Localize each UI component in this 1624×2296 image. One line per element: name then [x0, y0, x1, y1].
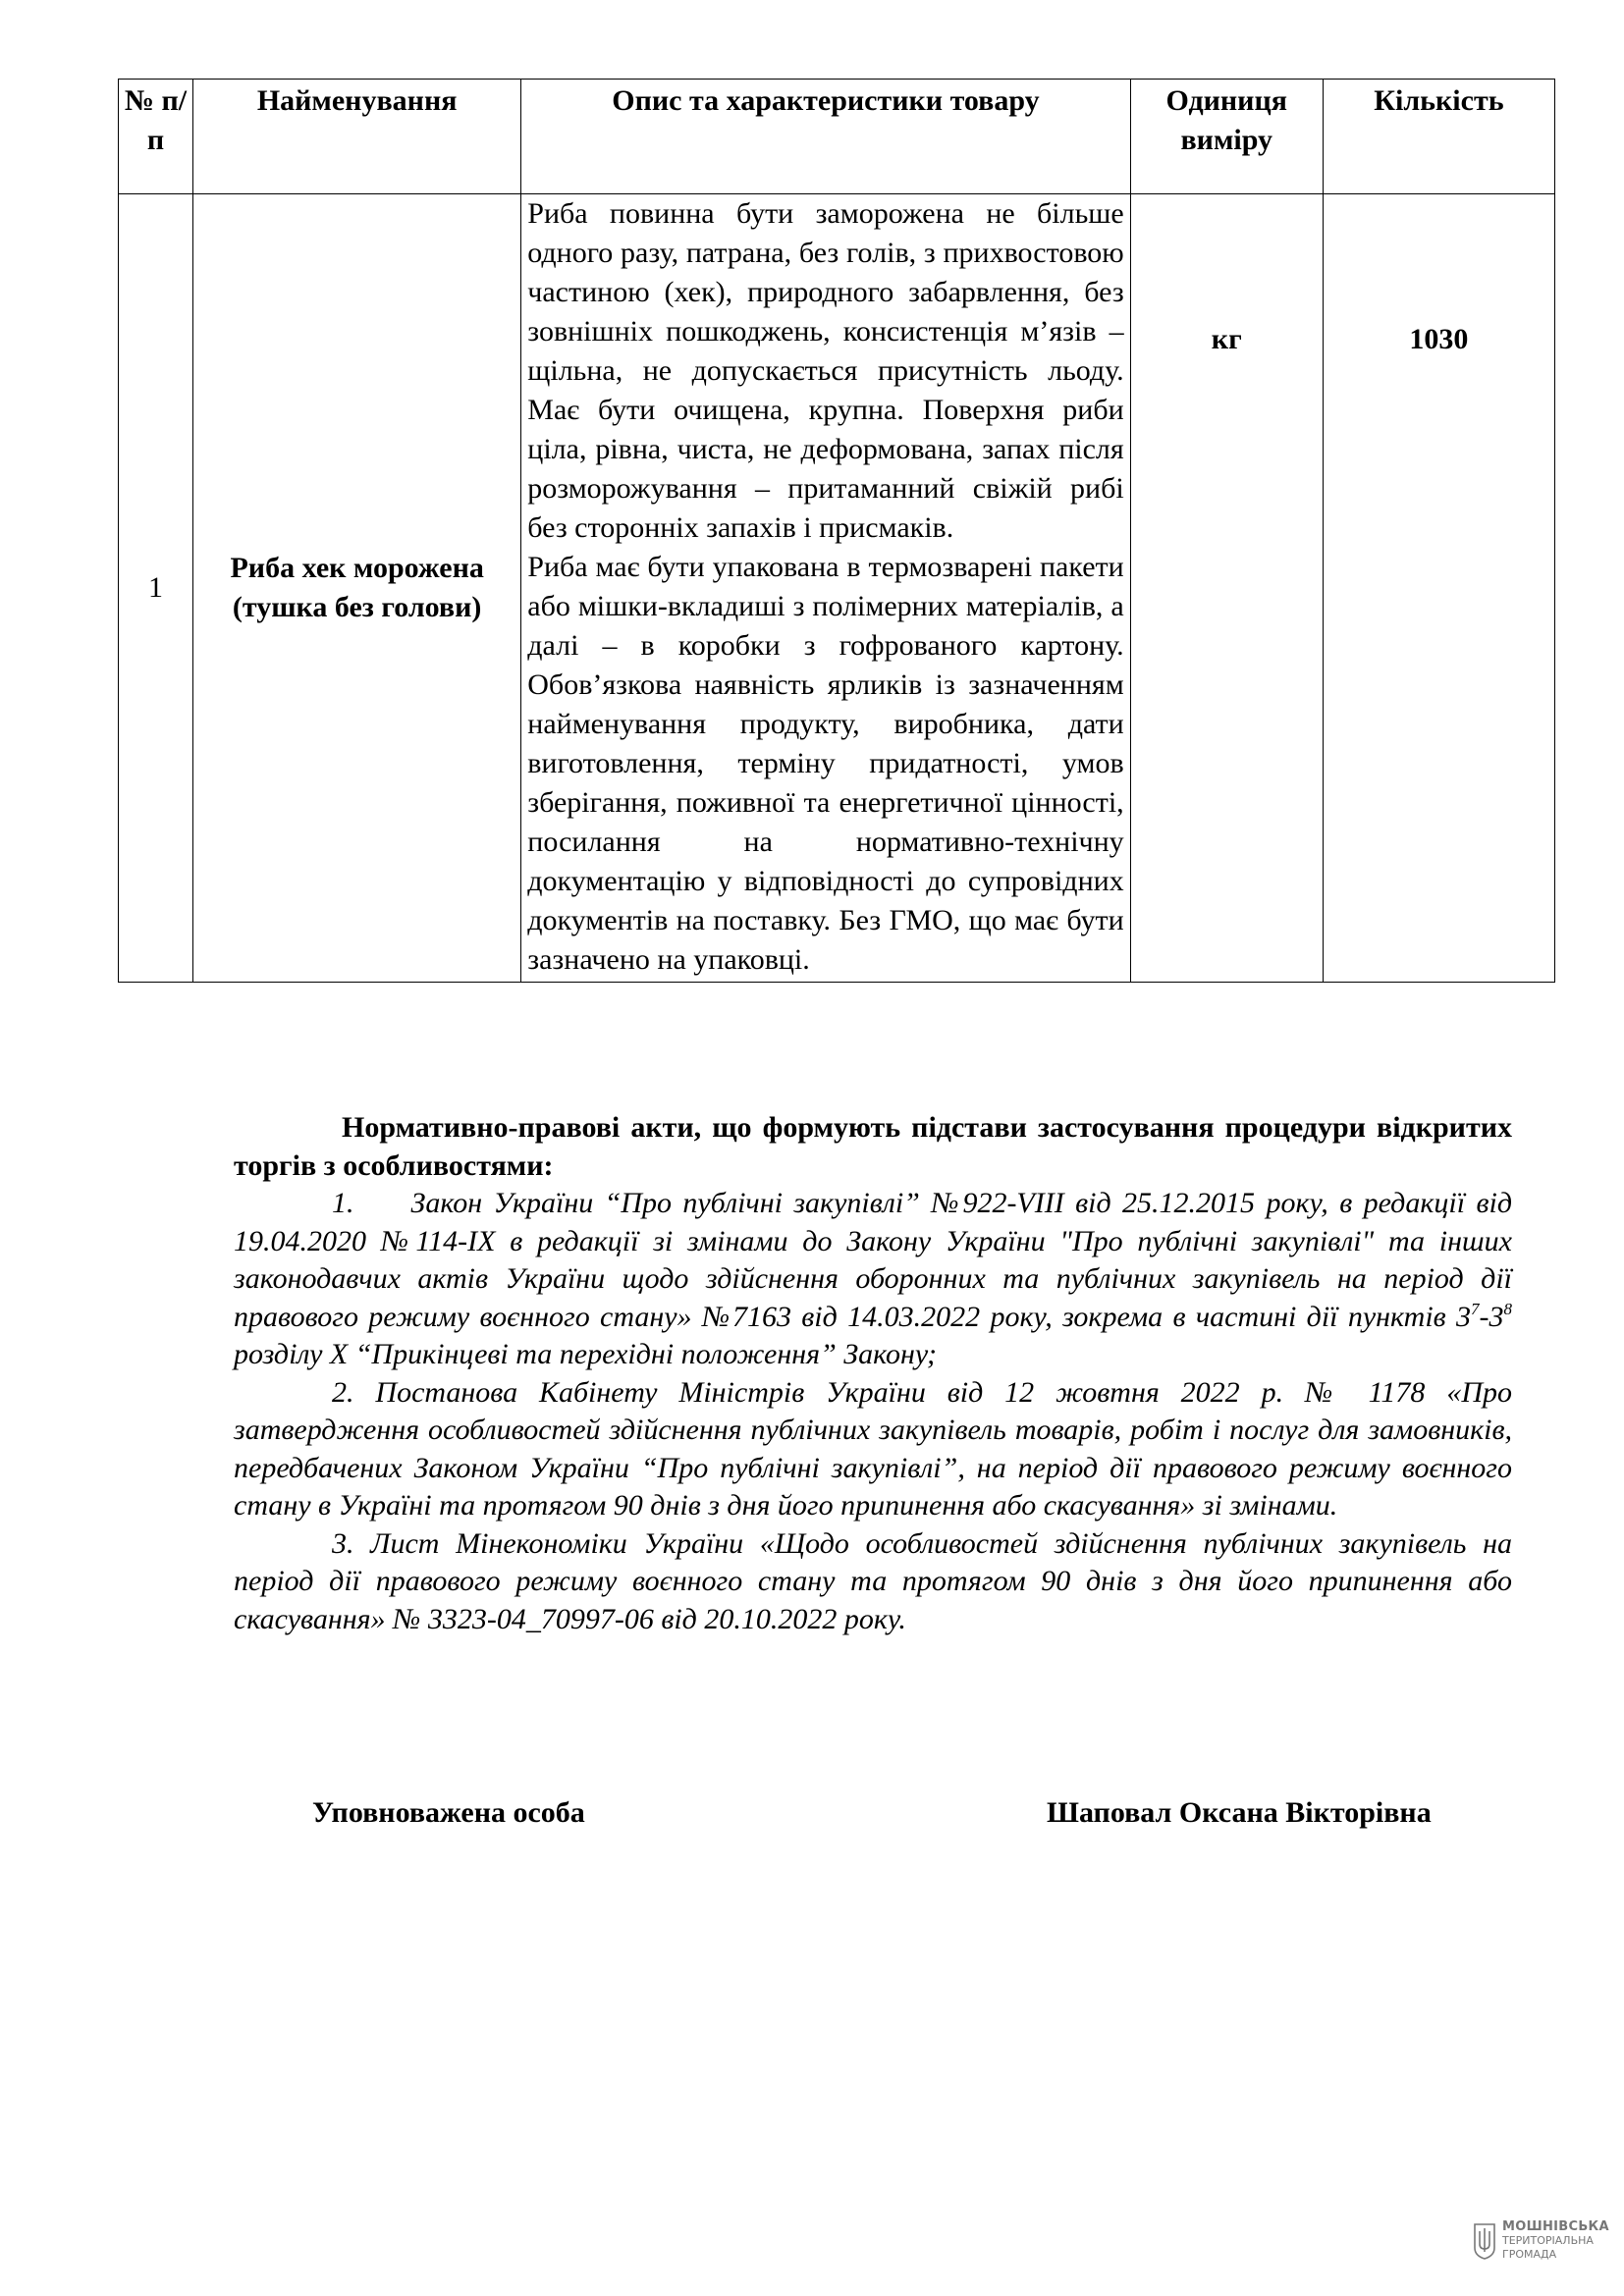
- product-spec-table: [118, 79, 1555, 983]
- legal-item-1-text: Закон України “Про публічні закупівлі” №922-VIII від 25.12.2015 року, в редакції від 19.04.2020 №114-IX в редакції зі змінами до Закону України "Про публічні закупівлі" та інших законодавчих актів України щодо здійснення оборонних та публічних закупівель на період дії правового режиму воєнного стану» №7163 від 14.03.2022 року, зокрема в частині дії пунктів 3: [234, 1187, 1512, 1333]
- description-paragraph: Риба повинна бути заморожена не більше одного разу, патрана, без голів, з прихвостовою частиною (хек), природного забарвлення, без зовнішніх пошкоджень, консистенція м’язів – щільна, не допускається присутність льоду. Має бути очищена, крупна. Поверхня риби ціла, рівна, чиста, не деформована, запах після розморожування – притаманний свіжій рибі без сторонніх запахів і присмаків.: [527, 197, 1124, 544]
- product-quantity: 1030: [1323, 194, 1554, 983]
- superscript-8: 8: [1503, 1299, 1512, 1318]
- legal-item-2: 2. Постанова Кабінету Міністрів України від 12 жовтня 2022 р. № 1178 «Про затвердження особливостей здійснення публічних закупівель товарів, робіт і послуг для замовників, передбачених Законом України “Про публічні закупівлі”, на період дії правового режиму воєнного стану в Україні та протягом 90 днів з дня його припинення або скасування» зі змінами.: [234, 1375, 1512, 1522]
- product-description: [521, 194, 1130, 983]
- watermark-line-1: МОШНІВСЬКА: [1502, 2219, 1609, 2234]
- watermark-line-2: ТЕРИТОРІАЛЬНА: [1502, 2234, 1594, 2247]
- header-unit: Одиниця виміру: [1130, 80, 1323, 194]
- legal-item-1-text-end: розділу X “Прикінцеві та перехідні положення” Закону;: [234, 1338, 938, 1370]
- superscript-7: 7: [1471, 1299, 1480, 1318]
- description-paragraph: Риба має бути упакована в термозварені пакети або мішки-вкладиші з полімерних матеріалів, а далі – в коробки з гофрованого картону. Обов’язкова наявність ярликів із зазначенням найменування продукту, виробника, дати виготовлення, терміну придатності, умов зберігання, поживної та енергетичної цінності, посилання на нормативно-технічну документацію у відповідності до супровідних документів на поставку. Без ГМО, що має бути зазначено на упаковці.: [527, 551, 1124, 976]
- header-number: № п/п: [119, 80, 193, 194]
- trident-emblem-icon: [1473, 2222, 1496, 2260]
- legal-item-1-number: 1.: [332, 1187, 354, 1219]
- legal-acts-section: [234, 1109, 1512, 1638]
- table-row: [119, 194, 1555, 983]
- watermark-text: [1502, 2220, 1609, 2262]
- legal-item-1-range: -3: [1479, 1300, 1504, 1333]
- header-name: Найменування: [193, 80, 521, 194]
- watermark-line-3: ГРОМАДА: [1502, 2248, 1557, 2261]
- table-header-row: [119, 80, 1555, 194]
- legal-item-1: [234, 1185, 1512, 1374]
- row-number: 1: [119, 194, 193, 983]
- legal-heading: Нормативно-правові акти, що формують підстави застосування процедури відкритих торгів з особливостями:: [234, 1111, 1512, 1182]
- product-name: Риба хек морожена (тушка без голови): [193, 194, 521, 983]
- legal-item-3: 3. Лист Мінекономіки України «Щодо особливостей здійснення публічних закупівель на період дії правового режиму воєнного стану та протягом 90 днів з дня його припинення або скасування» № 3323-04_70997-06 від 20.10.2022 року.: [234, 1526, 1512, 1635]
- signature-name: Шаповал Оксана Вікторівна: [1047, 1796, 1432, 1829]
- signature-role: Уповноважена особа: [312, 1796, 585, 1829]
- community-logo-watermark: [1473, 2220, 1610, 2275]
- header-description: Опис та характеристики товару: [521, 80, 1130, 194]
- product-unit: кг: [1130, 194, 1323, 983]
- header-quantity: Кількість: [1323, 80, 1554, 194]
